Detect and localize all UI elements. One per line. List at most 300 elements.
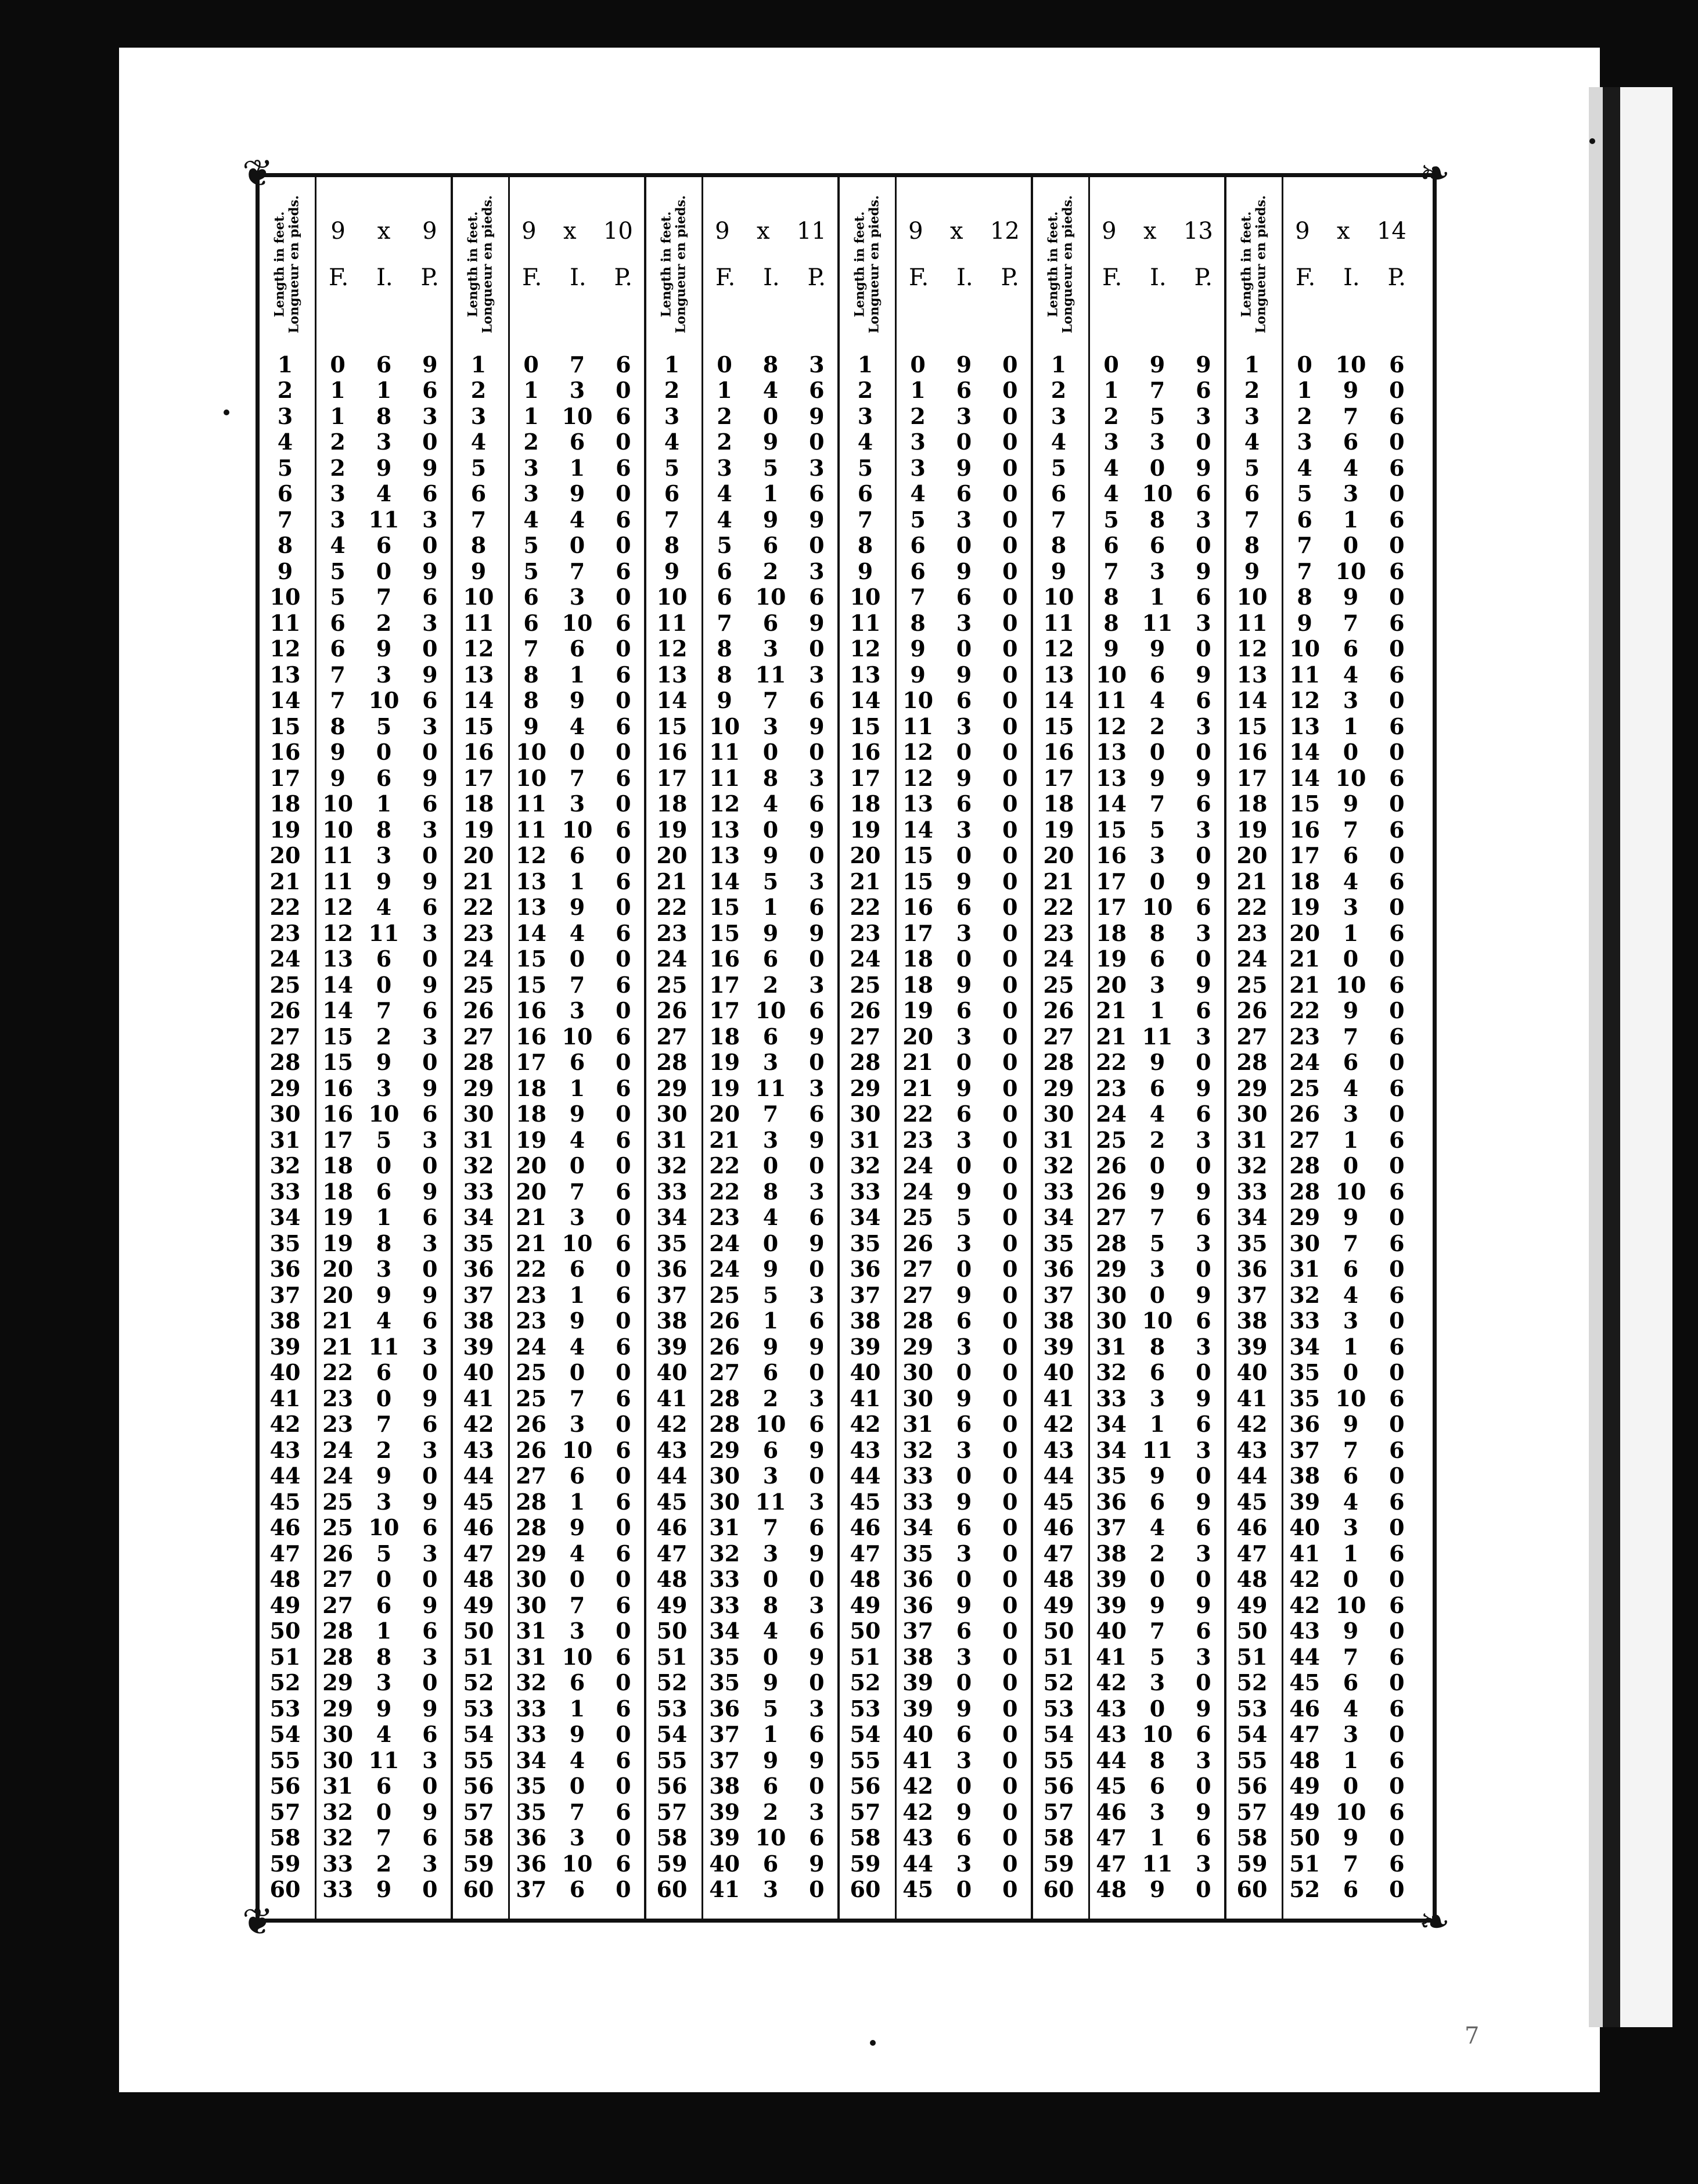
inches-cell: 6 xyxy=(1149,946,1165,972)
value-cells xyxy=(315,507,453,533)
inches-cell: 10 xyxy=(1142,894,1173,921)
inches-cell: 1 xyxy=(1343,1747,1359,1773)
inches-cell: 3 xyxy=(956,1126,972,1153)
parts-cell: 0 xyxy=(1002,480,1018,507)
parts-cell: 3 xyxy=(422,713,438,739)
table-row xyxy=(840,533,1033,559)
inches-cell: 1 xyxy=(569,454,585,481)
value-cells xyxy=(701,1566,840,1592)
feet-cell: 35 xyxy=(516,1773,547,1799)
size-group xyxy=(646,177,840,1919)
inches-cell: 4 xyxy=(1343,454,1359,481)
parts-cell: 0 xyxy=(1389,1876,1405,1903)
length-cell: 36 xyxy=(463,1256,494,1283)
value-cells xyxy=(1088,791,1226,817)
size-title xyxy=(1282,218,1420,245)
feet-cell: 25 xyxy=(516,1359,547,1386)
feet-cell: 40 xyxy=(1289,1514,1321,1541)
table-row xyxy=(1226,1385,1420,1411)
length-cell: 26 xyxy=(1043,997,1074,1024)
length-cell: 56 xyxy=(1236,1773,1268,1799)
feet-cell: 10 xyxy=(902,687,934,714)
table-row xyxy=(453,1489,646,1515)
length-cell: 58 xyxy=(463,1824,494,1851)
value-cells xyxy=(1088,1101,1226,1127)
length-cell: 42 xyxy=(1236,1411,1268,1438)
parts-cell: 0 xyxy=(616,1514,631,1541)
parts-cell: 0 xyxy=(1196,946,1211,972)
value-cells xyxy=(508,480,646,507)
inches-cell: 6 xyxy=(569,1256,585,1283)
parts-cell: 6 xyxy=(1389,1488,1405,1515)
feet-cell: 10 xyxy=(322,816,354,843)
length-cell: 19 xyxy=(656,816,688,843)
length-cell: 12 xyxy=(463,635,494,662)
inches-cell: 6 xyxy=(956,894,972,921)
parts-cell: 0 xyxy=(422,1773,438,1799)
length-cell: 3 xyxy=(277,403,293,429)
inches-cell: 3 xyxy=(1343,894,1359,921)
value-cells xyxy=(1088,1230,1226,1256)
parts-cell: 6 xyxy=(809,1721,825,1748)
value-cells xyxy=(1088,920,1226,946)
inches-cell: 10 xyxy=(1142,1721,1173,1748)
inches-cell: 3 xyxy=(569,997,585,1024)
value-cells xyxy=(508,1489,646,1515)
table-row xyxy=(646,1799,840,1825)
feet-cell: 51 xyxy=(1289,1850,1321,1877)
inches-cell: 3 xyxy=(376,429,392,455)
length-cell: 21 xyxy=(850,868,881,895)
length-cell: 57 xyxy=(850,1798,881,1825)
parts-cell: 9 xyxy=(1196,351,1211,378)
value-cells xyxy=(701,662,840,688)
parts-cell: 3 xyxy=(1196,609,1211,636)
print-speck xyxy=(224,410,229,415)
feet-cell: 39 xyxy=(902,1669,934,1696)
table-row xyxy=(260,1437,453,1463)
feet-cell: 49 xyxy=(1289,1773,1321,1799)
inches-cell: 9 xyxy=(569,1721,585,1748)
table-row xyxy=(1033,1101,1226,1127)
value-cells xyxy=(315,1411,453,1437)
inches-cell: 1 xyxy=(762,1721,779,1748)
feet-cell: 24 xyxy=(322,1463,354,1489)
length-cell: 42 xyxy=(656,1411,688,1438)
parts-cell: 6 xyxy=(616,1385,631,1411)
inches-cell: 6 xyxy=(569,1876,585,1903)
feet-cell: 35 xyxy=(516,1798,547,1825)
inches-cell: 0 xyxy=(1343,1359,1359,1386)
inches-cell: 9 xyxy=(956,558,972,584)
table-row xyxy=(260,558,453,584)
inches-cell: 5 xyxy=(1149,816,1165,843)
feet-cell: 28 xyxy=(709,1385,740,1411)
parts-cell: 0 xyxy=(616,791,631,817)
size-title xyxy=(1088,218,1226,245)
table-row xyxy=(260,765,453,791)
parts-cell: 0 xyxy=(1002,1618,1018,1644)
feet-cell: 16 xyxy=(322,1075,354,1101)
parts-cell: 0 xyxy=(422,1359,438,1386)
feet-cell: 35 xyxy=(1096,1463,1127,1489)
table-row xyxy=(260,688,453,714)
feet-cell: 31 xyxy=(516,1643,547,1670)
table-row xyxy=(1226,1515,1420,1541)
length-cell: 15 xyxy=(1236,713,1268,739)
value-cells xyxy=(1282,1385,1420,1411)
value-cells xyxy=(1282,1747,1420,1773)
inches-cell: 0 xyxy=(1343,1566,1359,1593)
parts-cell: 0 xyxy=(422,1256,438,1283)
inches-cell: 8 xyxy=(1149,919,1165,946)
length-cell: 35 xyxy=(463,1230,494,1256)
value-cells xyxy=(895,972,1033,998)
value-cells xyxy=(1088,972,1226,998)
inches-cell: 7 xyxy=(569,1592,585,1618)
table-row xyxy=(1226,1334,1420,1360)
inches-cell: 8 xyxy=(376,816,392,843)
parts-cell: 9 xyxy=(809,1436,825,1463)
inches-cell: 3 xyxy=(956,403,972,429)
table-row xyxy=(646,1851,840,1877)
table-row xyxy=(840,817,1033,843)
value-cells xyxy=(895,997,1033,1023)
parts-cell: 3 xyxy=(422,403,438,429)
value-cells xyxy=(1282,507,1420,533)
feet-cell: 15 xyxy=(709,919,740,946)
value-cells xyxy=(315,1824,453,1851)
inches-cell: 2 xyxy=(762,558,779,584)
table-row xyxy=(453,1825,646,1851)
feet-cell: 23 xyxy=(1289,1023,1321,1050)
table-row xyxy=(646,1567,840,1593)
inches-cell: 6 xyxy=(1343,842,1359,869)
table-row xyxy=(646,1230,840,1256)
inches-cell: 6 xyxy=(762,1850,779,1877)
inches-cell: 7 xyxy=(376,1411,392,1438)
value-cells xyxy=(701,765,840,791)
parts-cell: 0 xyxy=(1389,1721,1405,1748)
feet-cell: 19 xyxy=(902,997,934,1024)
inches-cell: 6 xyxy=(1149,1773,1165,1799)
table-row xyxy=(1226,533,1420,559)
table-row xyxy=(840,713,1033,739)
feet-cell: 25 xyxy=(709,1281,740,1308)
parts-cell: 0 xyxy=(422,1152,438,1179)
table-row xyxy=(260,378,453,404)
table-row xyxy=(840,636,1033,662)
table-row xyxy=(1226,895,1420,921)
length-cell: 3 xyxy=(664,403,680,429)
table-row xyxy=(840,455,1033,481)
unit-i: I. xyxy=(1343,264,1360,291)
table-row xyxy=(1226,817,1420,843)
table-row xyxy=(260,403,453,429)
feet-cell: 38 xyxy=(1289,1463,1321,1489)
table-row xyxy=(1226,1722,1420,1748)
inches-cell: 6 xyxy=(956,791,972,817)
table-row xyxy=(1226,378,1420,404)
feet-cell: 41 xyxy=(1096,1643,1127,1670)
value-cells xyxy=(508,1385,646,1411)
size-x: x xyxy=(949,218,963,245)
feet-cell: 25 xyxy=(322,1514,354,1541)
inches-cell: 4 xyxy=(1149,1514,1165,1541)
length-cell: 29 xyxy=(269,1075,301,1101)
inches-cell: 3 xyxy=(762,1049,779,1076)
value-cells xyxy=(508,635,646,662)
length-cell: 37 xyxy=(656,1281,688,1308)
value-cells xyxy=(315,1566,453,1592)
table-row xyxy=(646,1540,840,1567)
length-cell: 30 xyxy=(1043,1101,1074,1127)
feet-cell: 14 xyxy=(1289,739,1321,766)
inches-cell: 10 xyxy=(1335,971,1366,998)
value-cells xyxy=(315,662,453,688)
inches-cell: 7 xyxy=(376,584,392,610)
inches-cell: 0 xyxy=(1149,1566,1165,1593)
parts-cell: 9 xyxy=(809,1540,825,1567)
length-header xyxy=(1226,177,1282,351)
length-cell: 38 xyxy=(850,1307,881,1334)
table-row xyxy=(1033,429,1226,455)
feet-cell: 14 xyxy=(322,997,354,1024)
feet-cell: 19 xyxy=(322,1204,354,1231)
length-header-label xyxy=(852,195,882,333)
feet-cell: 26 xyxy=(1289,1101,1321,1127)
inches-cell: 6 xyxy=(1149,1488,1165,1515)
value-cells xyxy=(1282,1359,1420,1385)
inches-cell: 6 xyxy=(956,1618,972,1644)
feet-cell: 5 xyxy=(717,532,732,559)
feet-cell: 23 xyxy=(516,1281,547,1308)
value-cells xyxy=(1088,1851,1226,1877)
table-row xyxy=(260,1567,453,1593)
table-row xyxy=(840,1618,1033,1644)
feet-cell: 20 xyxy=(322,1281,354,1308)
inches-cell: 9 xyxy=(956,1281,972,1308)
value-cells xyxy=(1282,1696,1420,1722)
inches-cell: 6 xyxy=(762,1773,779,1799)
length-cell: 9 xyxy=(470,558,487,584)
parts-cell: 0 xyxy=(616,894,631,921)
parts-cell: 6 xyxy=(1196,791,1211,817)
table-row xyxy=(646,1205,840,1231)
table-row xyxy=(260,1670,453,1696)
unit-f: F. xyxy=(1102,264,1123,291)
value-cells xyxy=(1282,920,1420,946)
length-cell: 56 xyxy=(1043,1773,1074,1799)
value-cells xyxy=(508,1127,646,1153)
table-row xyxy=(260,972,453,998)
value-cells xyxy=(701,1463,840,1489)
value-cells xyxy=(315,1359,453,1385)
length-cell: 20 xyxy=(269,842,301,869)
feet-cell: 43 xyxy=(1096,1695,1127,1722)
length-cell: 14 xyxy=(269,687,301,714)
inches-cell: 1 xyxy=(569,1281,585,1308)
table-row xyxy=(1033,739,1226,766)
table-row xyxy=(1226,1230,1420,1256)
length-cell: 32 xyxy=(463,1152,494,1179)
length-cell: 37 xyxy=(1236,1281,1268,1308)
table-row xyxy=(840,1101,1033,1127)
feet-cell: 7 xyxy=(330,661,346,688)
table-row xyxy=(840,558,1033,584)
parts-cell: 9 xyxy=(422,1075,438,1101)
inches-cell: 6 xyxy=(956,1307,972,1334)
inches-cell: 10 xyxy=(755,1411,786,1438)
value-cells xyxy=(895,351,1033,378)
parts-cell: 3 xyxy=(809,1385,825,1411)
value-cells xyxy=(1088,1721,1226,1747)
value-cells xyxy=(508,377,646,403)
value-cells xyxy=(315,739,453,765)
length-cell: 53 xyxy=(1236,1695,1268,1722)
parts-cell: 0 xyxy=(616,1669,631,1696)
table-row xyxy=(646,1877,840,1903)
table-row xyxy=(453,1592,646,1618)
length-cell: 22 xyxy=(269,894,301,921)
table-row xyxy=(453,1256,646,1283)
inches-cell: 11 xyxy=(368,919,400,946)
length-cell: 39 xyxy=(850,1333,881,1360)
parts-cell: 0 xyxy=(809,532,825,559)
table-row xyxy=(1226,403,1420,429)
value-cells xyxy=(1088,1256,1226,1282)
parts-cell: 3 xyxy=(1196,1333,1211,1360)
value-cells xyxy=(315,1669,453,1696)
inches-cell: 3 xyxy=(762,1463,779,1489)
table-row xyxy=(1226,1282,1420,1308)
length-cell: 7 xyxy=(470,506,487,533)
inches-cell: 6 xyxy=(1343,1463,1359,1489)
inches-cell: 10 xyxy=(562,816,593,843)
inches-cell: 3 xyxy=(376,1256,392,1283)
parts-cell: 6 xyxy=(422,1618,438,1644)
parts-cell: 0 xyxy=(1002,1566,1018,1593)
inches-cell: 7 xyxy=(1343,1436,1359,1463)
value-cells xyxy=(701,817,840,843)
value-cells xyxy=(1282,1876,1420,1902)
size-header xyxy=(1282,177,1420,351)
feet-cell: 6 xyxy=(1103,532,1119,559)
feet-cell: 25 xyxy=(1096,1126,1127,1153)
table-row xyxy=(260,1696,453,1722)
table-row xyxy=(1226,1825,1420,1851)
value-cells xyxy=(895,739,1033,765)
length-label-fr: Longueur en pieds. xyxy=(673,195,689,333)
feet-cell: 15 xyxy=(902,842,934,869)
value-cells xyxy=(1088,946,1226,972)
length-cell: 30 xyxy=(269,1101,301,1127)
length-cell: 42 xyxy=(850,1411,881,1438)
timber-measurement-table xyxy=(260,177,1433,1919)
parts-cell: 6 xyxy=(1389,919,1405,946)
length-cell: 51 xyxy=(656,1643,688,1670)
value-cells xyxy=(508,894,646,920)
length-cell: 46 xyxy=(269,1514,301,1541)
inches-cell: 0 xyxy=(569,1566,585,1593)
table-row xyxy=(840,1799,1033,1825)
inches-cell: 9 xyxy=(569,1514,585,1541)
length-cell: 2 xyxy=(1051,377,1067,404)
feet-cell: 23 xyxy=(709,1204,740,1231)
table-row xyxy=(1033,584,1226,610)
table-row xyxy=(453,1747,646,1773)
length-cell: 49 xyxy=(463,1592,494,1618)
parts-cell: 0 xyxy=(616,1359,631,1386)
value-cells xyxy=(508,403,646,429)
value-cells xyxy=(701,1127,840,1153)
feet-cell: 9 xyxy=(330,739,346,766)
value-cells xyxy=(701,713,840,739)
feet-cell: 38 xyxy=(709,1773,740,1799)
value-cells xyxy=(508,1747,646,1773)
inches-cell: 1 xyxy=(569,1075,585,1101)
value-cells xyxy=(701,429,840,455)
parts-cell: 6 xyxy=(616,816,631,843)
feet-cell: 12 xyxy=(902,739,934,766)
value-cells xyxy=(315,1307,453,1334)
length-cell: 9 xyxy=(277,558,293,584)
inches-cell: 3 xyxy=(569,1824,585,1851)
parts-cell: 9 xyxy=(1196,1695,1211,1722)
inches-cell: 8 xyxy=(1149,1747,1165,1773)
inches-cell: 3 xyxy=(376,1488,392,1515)
value-cells xyxy=(895,920,1033,946)
value-cells xyxy=(508,558,646,584)
feet-cell: 32 xyxy=(1289,1281,1321,1308)
page-edge-binding xyxy=(1603,87,1620,2027)
table-row xyxy=(453,972,646,998)
inches-cell: 10 xyxy=(1335,351,1366,378)
table-row xyxy=(453,1799,646,1825)
inches-cell: 6 xyxy=(569,635,585,662)
table-row xyxy=(1226,610,1420,636)
length-cell: 7 xyxy=(1244,506,1260,533)
table-row xyxy=(840,1308,1033,1334)
feet-cell: 14 xyxy=(1289,764,1321,791)
parts-cell: 0 xyxy=(616,1152,631,1179)
length-cell: 6 xyxy=(1244,480,1260,507)
parts-cell: 6 xyxy=(1196,1307,1211,1334)
inches-cell: 0 xyxy=(1149,1695,1165,1722)
feet-cell: 12 xyxy=(902,764,934,791)
parts-cell: 0 xyxy=(1002,1592,1018,1618)
size-a: 9 xyxy=(1295,218,1310,245)
table-row xyxy=(453,1385,646,1411)
feet-cell: 43 xyxy=(902,1824,934,1851)
length-cell: 40 xyxy=(1236,1359,1268,1386)
feet-cell: 43 xyxy=(1289,1618,1321,1644)
table-row xyxy=(260,662,453,688)
length-cell: 22 xyxy=(656,894,688,921)
length-cell: 50 xyxy=(463,1618,494,1644)
feet-cell: 18 xyxy=(902,946,934,972)
table-row xyxy=(646,868,840,895)
parts-cell: 0 xyxy=(422,946,438,972)
table-row xyxy=(646,1153,840,1179)
value-cells xyxy=(315,1696,453,1722)
inches-cell: 4 xyxy=(1343,661,1359,688)
inches-cell: 2 xyxy=(1149,1540,1165,1567)
feet-cell: 36 xyxy=(1096,1488,1127,1515)
parts-cell: 0 xyxy=(1002,816,1018,843)
value-cells xyxy=(315,1540,453,1567)
length-cell: 46 xyxy=(1236,1514,1268,1541)
